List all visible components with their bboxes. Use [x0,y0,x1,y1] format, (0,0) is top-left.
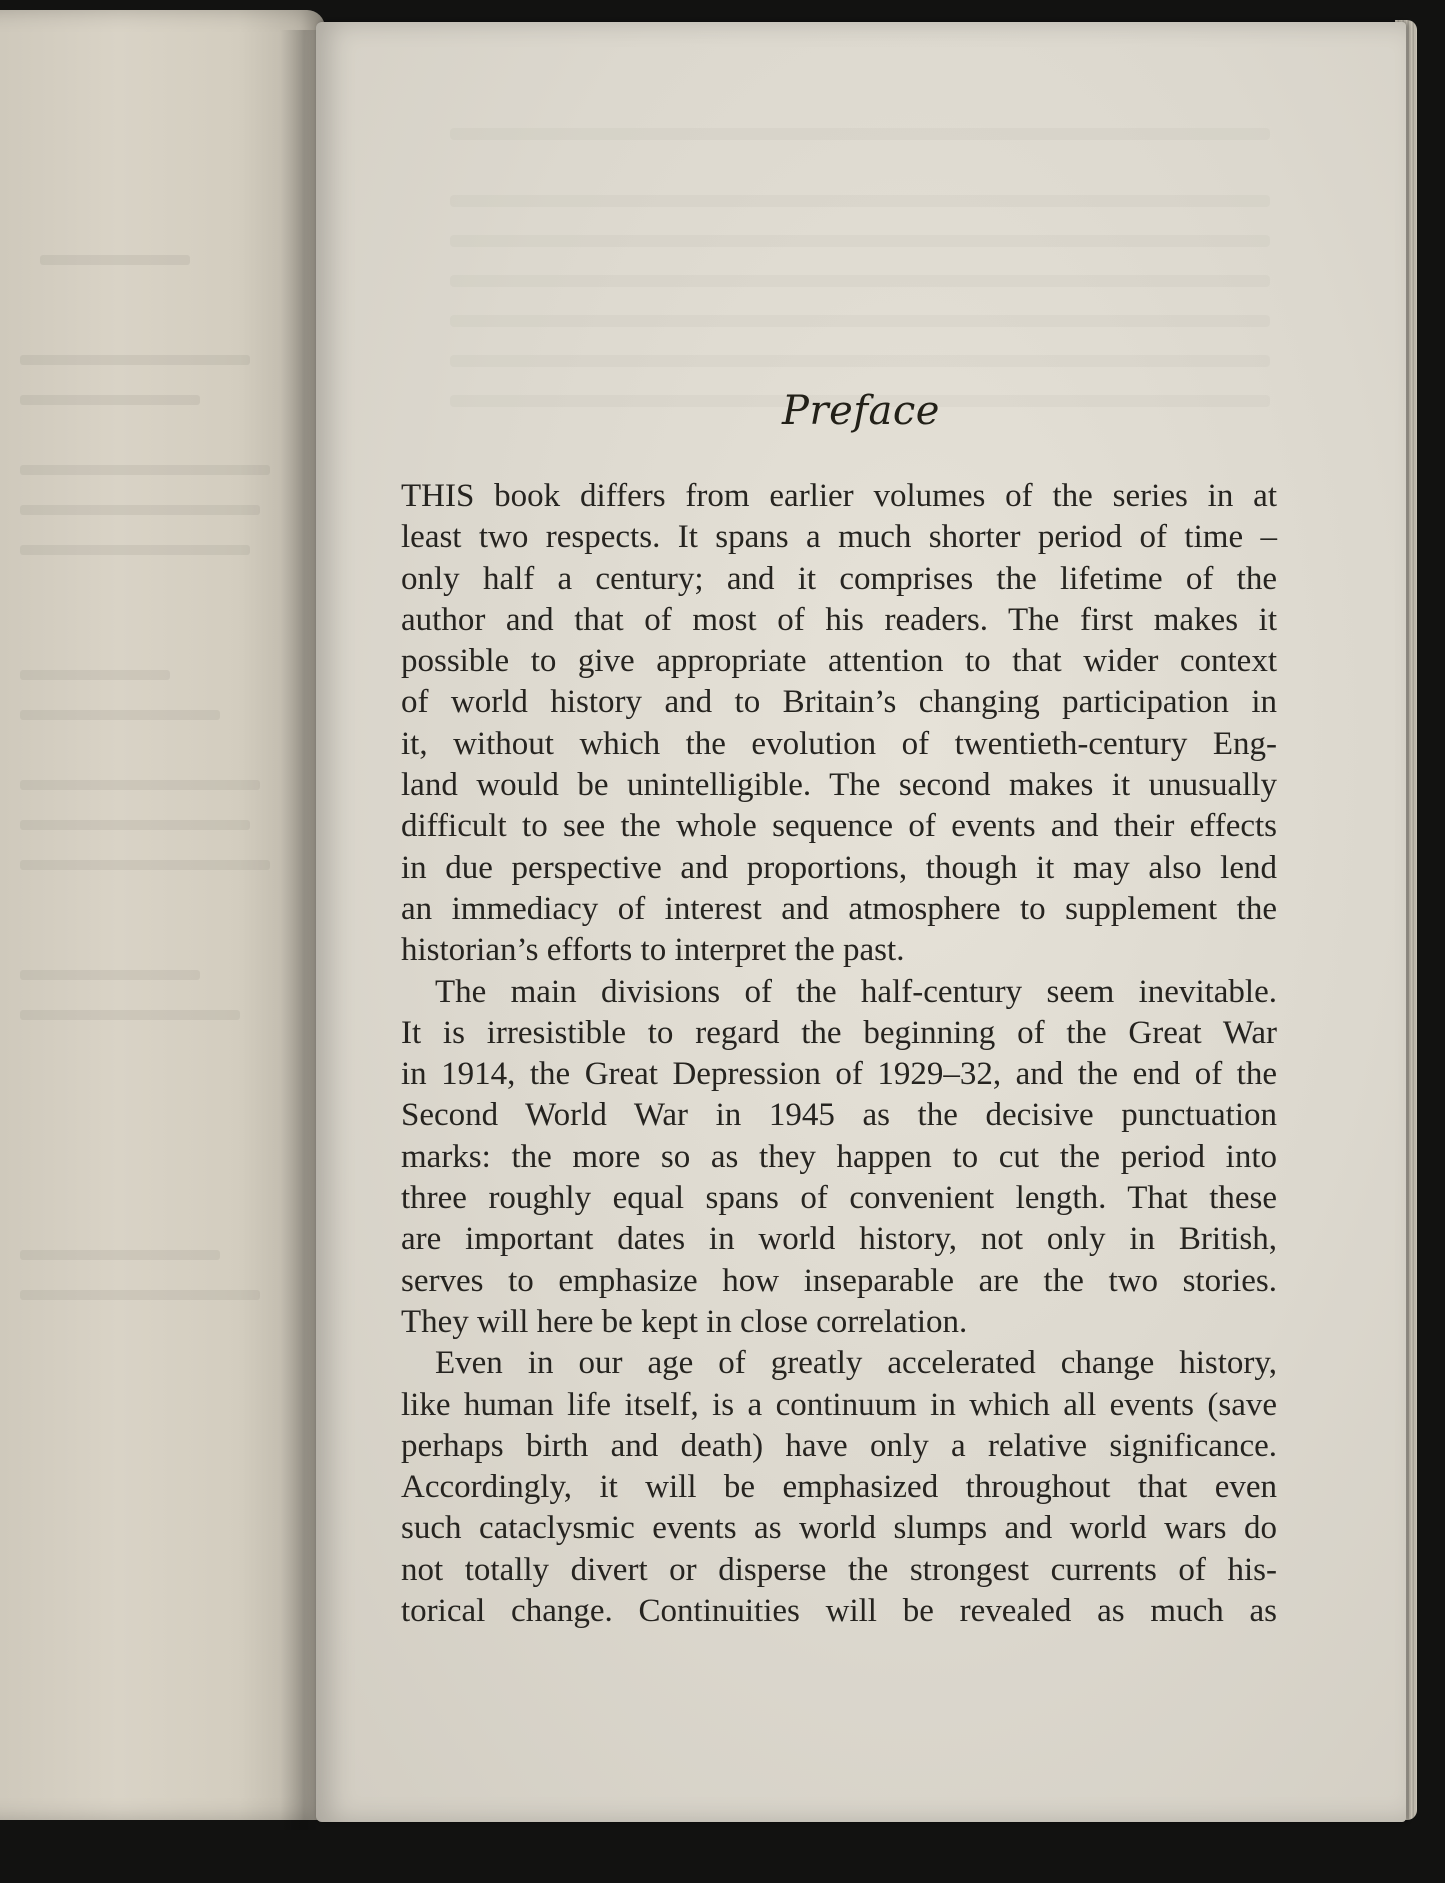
text-line: such cataclysmic events as world slumps and world wars do [401,1510,1277,1547]
text-line: THIS book differs from earlier volumes of the series in at [401,478,1277,514]
text-line: least two respects. It spans a much shorter period of time – [401,519,1277,556]
text-line: in due perspective and proportions, though it may also lend [401,849,1277,886]
text-line: marks: the more so as they happen to cut the period into [401,1138,1277,1175]
text-line: it, without which the evolution of twentieth-century Eng- [401,725,1277,762]
text-line: land would be unintelligible. The second makes it unusually [401,767,1277,804]
left-page [0,10,325,1820]
text-line: serves to emphasize how inseparable are the two stories. [401,1262,1277,1299]
text-line: Even in our age of greatly accelerated change history, [435,1345,1277,1382]
text-line: They will here be kept in close correlation. [401,1303,968,1340]
text-line: like human life itself, is a continuum in which all events (save [401,1386,1277,1423]
text-line: historian’s efforts to interpret the past. [401,932,905,969]
text-line: an immediacy of interest and atmosphere to supplement the [401,890,1277,927]
text-line: Accordingly, it will be emphasized throughout that even [401,1469,1277,1506]
text-line: of world history and to Britain’s changing participation in [401,684,1277,721]
text-line: The main divisions of the half-century seem inevitable. [435,973,1277,1010]
spine-shadow [280,30,320,1830]
text-line: It is irresistible to regard the beginning of the Great War [401,1014,1277,1051]
page-title: Preface [782,388,940,434]
body-text [401,476,1277,1632]
text-line: Second World War in 1945 as the decisive punctuation [401,1097,1277,1134]
text-line: torical change. Continuities will be revealed as much as [401,1593,1277,1630]
text-line: perhaps birth and death) have only a relative significance. [401,1427,1277,1464]
text-line: not totally divert or disperse the strongest currents of his- [401,1551,1277,1588]
text-line: possible to give appropriate attention to that wider context [401,643,1277,680]
text-line: are important dates in world history, not only in British, [401,1221,1277,1258]
text-line: in 1914, the Great Depression of 1929–32, and the end of the [401,1056,1277,1093]
text-line: difficult to see the whole sequence of events and their effects [401,808,1277,845]
text-line: author and that of most of his readers. The first makes it [401,601,1277,638]
text-line: only half a century; and it comprises the lifetime of the [401,560,1277,597]
text-line: three roughly equal spans of convenient length. That these [401,1180,1277,1217]
